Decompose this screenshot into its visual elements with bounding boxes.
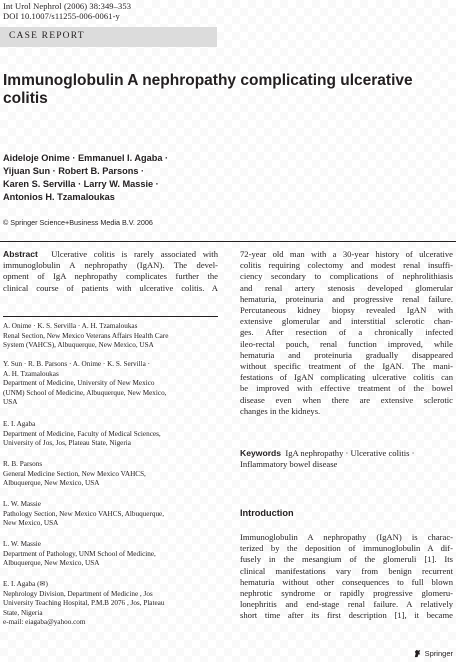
affiliation-block: L. W. Massie Pathology Section, New Mexico VAHCS, Albuquerque, New Mexico, USA bbox=[3, 500, 165, 527]
journal-citation: Int Urol Nephrol (2006) 38:349–353 bbox=[3, 1, 132, 11]
author-line: Yijuan Sun · Robert B. Parsons · bbox=[3, 166, 145, 176]
divider bbox=[0, 241, 456, 242]
author-line: Aideloje Onime · Emmanuel I. Agaba · bbox=[3, 153, 169, 163]
abstract-line: opment of IgA nephropathy complicates further the bbox=[3, 271, 218, 282]
affiliation-block: Y. Sun · R. B. Parsons · A. Onime · K. S. Servilla · A. H. Tzamaloukas Department of Medicine, University of New Mexico (UNM) School of Medicine, Albuquerque, New Mexico, USA bbox=[3, 360, 167, 406]
article-title bbox=[3, 72, 443, 108]
introduction-text: Immunoglobulin A nephropathy (IgAN) is charac- terized by the deposition of immunoglobulin A dif- fusely in the mesangium of the glomeruli [1]. Its clinical manifestations vary from benign recurrent hematuria without other consequences to full blown nephrotic syndrome or rapidly progressive glomeru- lonephritis and end-stage renal failure. A relatively short time after its first description [1], it became bbox=[240, 532, 453, 621]
affiliation-divider bbox=[3, 316, 218, 317]
section-label: CASE REPORT bbox=[9, 31, 85, 41]
email-link[interactable]: e-mail: eiagaba@yahoo.com bbox=[3, 618, 86, 626]
keywords: Keywords IgA nephropathy · Ulcerative colitis · Inflammatory bowel disease bbox=[240, 448, 415, 470]
affiliation-block: R. B. Parsons General Medicine Section, New Mexico VAHCS, Albuquerque, New Mexico, USA bbox=[3, 460, 146, 487]
title-line: Immunoglobulin A nephropathy complicating ulcerative bbox=[3, 72, 413, 89]
affiliation-block-corresponding: E. I. Agaba (✉) Nephrology Division, Department of Medicine , Jos University Teaching Hospital, P.M.B 2076 , Jos, Plateau State, Nigeria e-mail: eiagaba@yahoo.com bbox=[3, 580, 218, 628]
author-line: Antonios H. Tzamaloukas bbox=[3, 192, 115, 202]
title-line: colitis bbox=[3, 90, 48, 107]
affiliation-block: E. I. Agaba Department of Medicine, Faculty of Medical Sciences, University of Jos, Jos, Plateau State, Nigeria bbox=[3, 420, 161, 447]
keywords-label: Keywords bbox=[240, 448, 282, 458]
author-list bbox=[3, 152, 263, 204]
abstract-label: Abstract bbox=[3, 249, 38, 259]
affiliation-block: L. W. Massie Department of Pathology, UNM School of Medicine, Albuquerque, New Mexico, USA bbox=[3, 540, 156, 567]
doi: DOI 10.1007/s11255-006-0061-y bbox=[3, 11, 120, 21]
abstract-continued: 72-year old man with a 30-year history of ulcerative colitis requiring colectomy and modest renal insuffi- ciency secondary to complications of nephrolithiasis and renal artery stenosis developed glomerular hematuria, proteinuria and progressive renal failure. Percutaneous kidney biopsy revealed IgAN with extensive glomerular and interstitial sclerotic chan- ges. After resection of a chronically infected ileo-rectal pouch, renal function improved, while hematuria and proteinuria gradually disappeared without specific treatment of the IgAN. The mani- festations of IgAN complicating ulcerative colitis can be improved with effective treatment of the bowel disease even when there are extensive sclerotic changes in the kidneys. bbox=[240, 249, 453, 416]
abstract-line: clinical course of patients with ulcerative colitis. A bbox=[3, 282, 218, 293]
affiliation-block: A. Onime · K. S. Servilla · A. H. Tzamaloukas Renal Section, New Mexico Veterans Affairs Health Care System (VAHCS), Albuquerque, New Mexico, USA bbox=[3, 322, 169, 349]
publisher-logo bbox=[413, 649, 453, 658]
abstract bbox=[3, 249, 218, 294]
author-line: Karen S. Servilla · Larry W. Massie · bbox=[3, 179, 159, 189]
section-heading-introduction: Introduction bbox=[240, 508, 294, 518]
abstract-line: Abstract Ulcerative colitis is rarely associated with bbox=[3, 249, 218, 259]
publisher-name: Springer bbox=[424, 649, 453, 658]
section-band bbox=[0, 27, 217, 47]
abstract-line: immunoglobulin A nephropathy (IgAN). The devel- bbox=[3, 260, 218, 271]
copyright-notice: © Springer Science+Business Media B.V. 2006 bbox=[3, 218, 153, 227]
springer-horse-icon bbox=[413, 649, 422, 658]
